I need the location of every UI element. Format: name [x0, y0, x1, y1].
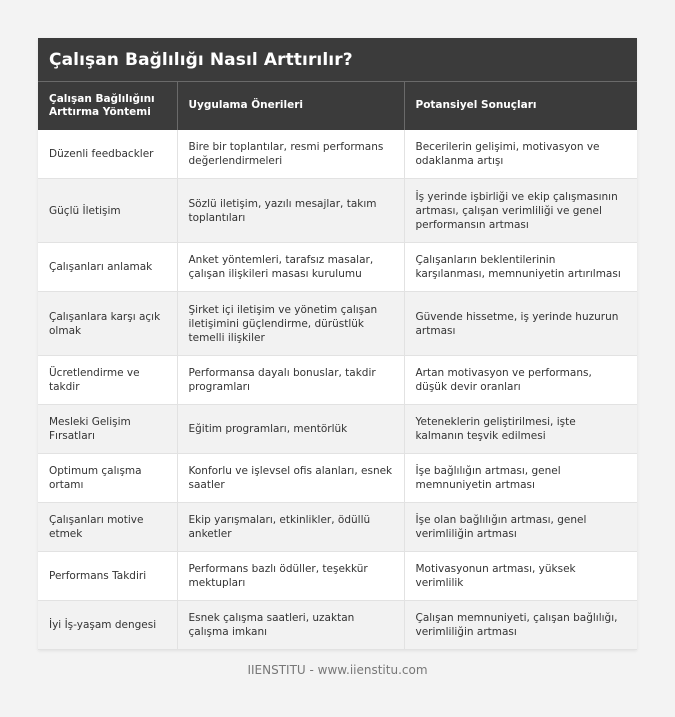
- table-cell: Artan motivasyon ve performans, düşük devir oranları: [404, 356, 637, 405]
- table-cell: Eğitim programları, mentörlük: [177, 405, 404, 454]
- table-cell: İşe olan bağlılığın artması, genel verimliliğin artması: [404, 503, 637, 552]
- table-cell: Esnek çalışma saatleri, uzaktan çalışma imkanı: [177, 601, 404, 650]
- table-row: [38, 405, 637, 454]
- table-row: [38, 454, 637, 503]
- column-header-method: Çalışan Bağlılığını Arttırma Yöntemi: [38, 82, 177, 130]
- title-bar: [38, 38, 637, 81]
- column-header-suggestions: Uygulama Önerileri: [177, 82, 404, 130]
- table-cell: İş yerinde işbirliği ve ekip çalışmasının artması, çalışan verimliliği ve genel performansın artması: [404, 179, 637, 243]
- table-card: [38, 38, 637, 650]
- page-title: Çalışan Bağlılığı Nasıl Arttırılır?: [49, 49, 353, 70]
- table-row: [38, 130, 637, 179]
- table-cell: Yeteneklerin geliştirilmesi, işte kalmanın teşvik edilmesi: [404, 405, 637, 454]
- table-cell: Ücretlendirme ve takdir: [38, 356, 177, 405]
- footer-credit: IIENSTITU - www.iienstitu.com: [247, 663, 428, 677]
- table-cell: Konforlu ve işlevsel ofis alanları, esnek saatler: [177, 454, 404, 503]
- table-cell: Çalışanları anlamak: [38, 243, 177, 292]
- table-cell: Çalışan memnuniyeti, çalışan bağlılığı, verimliliğin artması: [404, 601, 637, 650]
- table-cell: Şirket içi iletişim ve yönetim çalışan iletişimini güçlendirme, dürüstlük temelli ilişkiler: [177, 292, 404, 356]
- table-cell: Ekip yarışmaları, etkinlikler, ödüllü anketler: [177, 503, 404, 552]
- table-row: [38, 503, 637, 552]
- table-cell: Becerilerin gelişimi, motivasyon ve odaklanma artışı: [404, 130, 637, 179]
- table-cell: Bire bir toplantılar, resmi performans değerlendirmeleri: [177, 130, 404, 179]
- table-row: [38, 243, 637, 292]
- table-cell: Çalışanların beklentilerinin karşılanması, memnuniyetin artırılması: [404, 243, 637, 292]
- table-cell: Optimum çalışma ortamı: [38, 454, 177, 503]
- table-cell: Çalışanlara karşı açık olmak: [38, 292, 177, 356]
- column-header-results: Potansiyel Sonuçları: [404, 82, 637, 130]
- table-row: [38, 601, 637, 650]
- table-cell: Güçlü İletişim: [38, 179, 177, 243]
- table-cell: Anket yöntemleri, tarafsız masalar, çalışan ilişkileri masası kurulumu: [177, 243, 404, 292]
- table-row: [38, 356, 637, 405]
- table-body: [38, 130, 637, 650]
- table-row: [38, 179, 637, 243]
- table-header: [38, 82, 637, 130]
- table-cell: Performans bazlı ödüller, teşekkür mektupları: [177, 552, 404, 601]
- table-cell: Düzenli feedbackler: [38, 130, 177, 179]
- data-table: [38, 81, 637, 650]
- table-cell: Mesleki Gelişim Fırsatları: [38, 405, 177, 454]
- table-cell: Güvende hissetme, iş yerinde huzurun artması: [404, 292, 637, 356]
- table-row: [38, 292, 637, 356]
- table-cell: İyi İş-yaşam dengesi: [38, 601, 177, 650]
- table-cell: Motivasyonun artması, yüksek verimlilik: [404, 552, 637, 601]
- header-row: [38, 82, 637, 130]
- table-cell: Performansa dayalı bonuslar, takdir programları: [177, 356, 404, 405]
- table-row: [38, 552, 637, 601]
- table-cell: Sözlü iletişim, yazılı mesajlar, takım toplantıları: [177, 179, 404, 243]
- table-cell: Performans Takdiri: [38, 552, 177, 601]
- table-cell: Çalışanları motive etmek: [38, 503, 177, 552]
- table-cell: İşe bağlılığın artması, genel memnuniyetin artması: [404, 454, 637, 503]
